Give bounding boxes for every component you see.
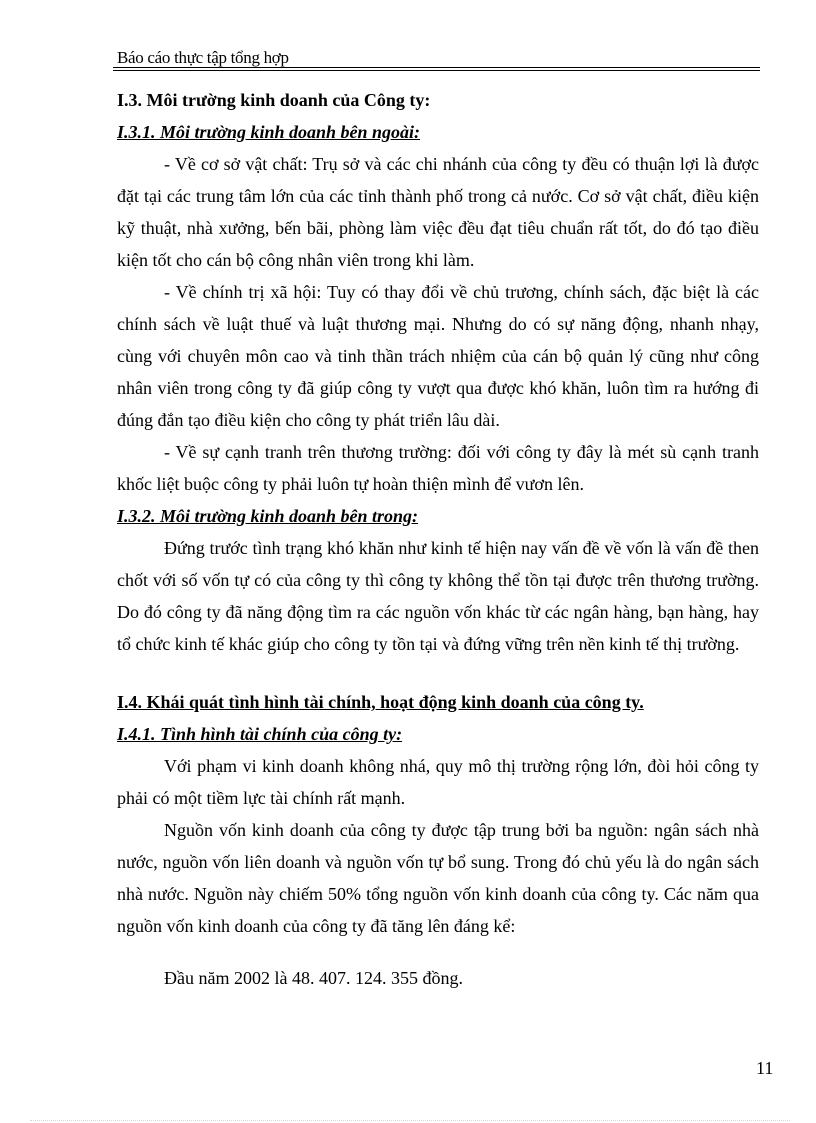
page-body — [117, 84, 759, 994]
paragraph: - Về cơ sở vật chất: Trụ sở và các chi nhánh của công ty đều có thuận lợi là được đặt tại các trung tâm lớn của các tỉnh thành phố trong cả nước. Cơ sở vật chất, điều kiện kỹ thuật, nhà xưởng, bến bãi, phòng làm việc đều đạt tiêu chuẩn rất tốt, do đó tạo điều kiện tốt cho cán bộ công nhân viên trong khi làm. — [117, 154, 759, 270]
blank-line — [117, 660, 759, 686]
page-bottom-border — [30, 1120, 790, 1121]
header-rule — [113, 67, 760, 68]
running-header: Báo cáo thực tập tổng hợp — [117, 48, 289, 67]
blank-line — [117, 942, 759, 962]
section-heading: I.4. Khái quát tình hình tài chính, hoạt động kinh doanh của công ty. — [117, 692, 644, 712]
paragraph: - Về chính trị xã hội: Tuy có thay đổi về chủ trương, chính sách, đặc biệt là các chính sách về luật thuế và luật thương mại. Nhưng do có sự năng động, nhanh nhạy, cùng với chuyên môn cao và tinh thần trách nhiệm của cán bộ quản lý cũng như công nhân viên trong công ty đã giúp công ty vượt qua được khó khăn, luôn tìm ra hướng đi đúng đắn tạo điều kiện cho công ty phát triển lâu dài. — [117, 282, 759, 430]
page-number: 11 — [756, 1058, 774, 1078]
paragraph: Đầu năm 2002 là 48. 407. 124. 355 đồng. — [164, 968, 463, 988]
paragraph: Đứng trước tình trạng khó khăn như kinh tế hiện nay vấn đề về vốn là vấn đề then chốt với số vốn tự có của công ty thì công ty không thể tồn tại được trên thương trường. Do đó công ty đã năng động tìm ra các nguồn vốn khác từ các ngân hàng, bạn hàng, hay tổ chức kinh tế khác giúp cho công ty tồn tại và đứng vững trên nền kinh tế thị trường. — [117, 538, 759, 654]
subsection-heading: I.3.2. Môi trường kinh doanh bên trong: — [117, 506, 419, 526]
subsection-heading: I.3.1. Môi trường kinh doanh bên ngoài: — [117, 122, 421, 142]
paragraph: Với phạm vi kinh doanh không nhá, quy mô thị trường rộng lớn, đòi hỏi công ty phải có một tiềm lực tài chính rất mạnh. — [117, 756, 759, 808]
section-heading: I.3. Môi trường kinh doanh của Công ty: — [117, 90, 431, 110]
paragraph: - Về sự cạnh tranh trên thương trường: đối với công ty đây là mét sù cạnh tranh khốc liệt buộc công ty phải luôn tự hoàn thiện mình để vươn lên. — [117, 442, 759, 494]
header-rule — [113, 70, 760, 71]
paragraph: Nguồn vốn kinh doanh của công ty được tập trung bởi ba nguồn: ngân sách nhà nước, nguồn vốn liên doanh và nguồn vốn tự bổ sung. Trong đó chủ yếu là do ngân sách nhà nước. Nguồn này chiếm 50% tổng nguồn vốn kinh doanh của công ty. Các năm qua nguồn vốn kinh doanh của công ty đã tăng lên đáng kể: — [117, 820, 759, 936]
subsection-heading: I.4.1. Tình hình tài chính của công ty: — [117, 724, 403, 744]
